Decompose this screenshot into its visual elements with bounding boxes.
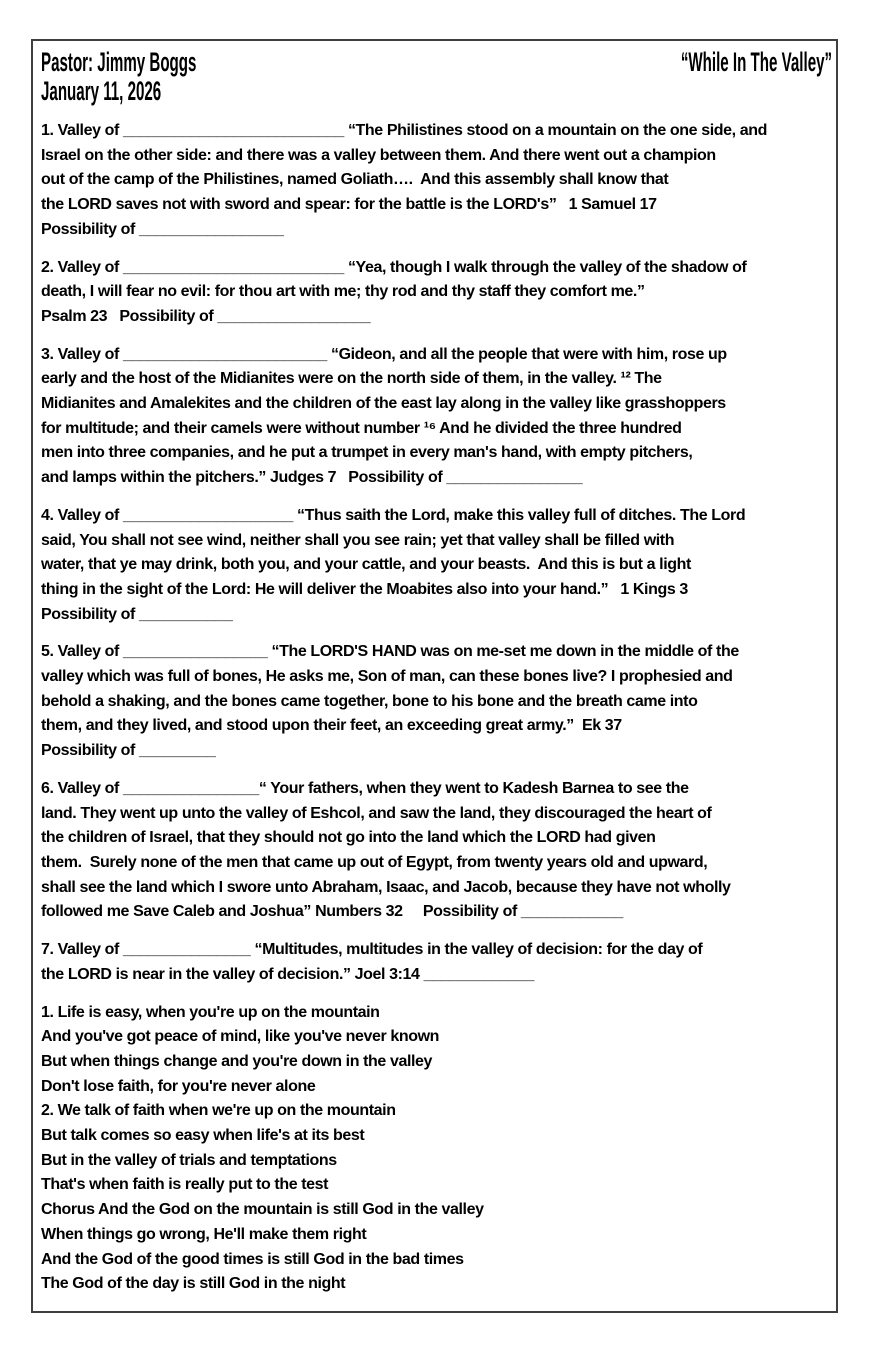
text-line: land. They went up unto the valley of Eshcol, and saw the land, they discouraged the heart of: [41, 804, 712, 822]
text-line: water, that ye may drink, both you, and your cattle, and your beasts. And this is but a light: [41, 556, 691, 574]
item-4: [41, 504, 832, 628]
item-3: [41, 343, 832, 491]
text-line: 5. Valley of _________________ “The LORD'S HAND was on me-set me down in the middle of the: [41, 643, 739, 661]
text-line: for multitude; and their camels were without number ¹⁶ And he divided the three hundred: [41, 419, 682, 437]
text-line: them, and they lived, and stood upon their feet, an exceeding great army.” Ek 37: [41, 717, 622, 735]
text-line: And you've got peace of mind, like you've never known: [41, 1028, 440, 1046]
text-line: out of the camp of the Philistines, named Goliath…. And this assembly shall know that: [41, 171, 669, 189]
text-line: followed me Save Caleb and Joshua” Numbers 32 Possibility of ____________: [41, 903, 623, 921]
document-body: [41, 119, 832, 1297]
item-2: [41, 256, 832, 330]
text-line: men into three companies, and he put a trumpet in every man's hand, with empty pitchers,: [41, 444, 693, 462]
text-line: Midianites and Amalekites and the children of the east lay along in the valley like grasshoppers: [41, 395, 726, 413]
text-line: 1. Valley of __________________________ “The Philistines stood on a mountain on the one side, and: [41, 122, 767, 139]
text-line: 7. Valley of _______________ “Multitudes, multitudes in the valley of decision: for the day of: [41, 941, 703, 959]
sermon-date: January 11, 2026: [41, 76, 162, 106]
text-line: behold a shaking, and the bones came together, bone to his bone and the breath came into: [41, 692, 698, 710]
text-line: said, You shall not see wind, neither shall you see rain; yet that valley shall be filled with: [41, 531, 675, 549]
text-line: shall see the land which I swore unto Abraham, Isaac, and Jacob, because they have not wholly: [41, 878, 731, 896]
text-line: Don't lose faith, for you're never alone: [41, 1077, 316, 1095]
text-line: the LORD saves not with sword and spear: for the battle is the LORD's” 1 Samuel 17: [41, 196, 657, 214]
text-line: But talk comes so easy when life's at its best: [41, 1127, 365, 1145]
item-1: [41, 119, 832, 243]
text-line: 6. Valley of ________________“ Your fathers, when they went to Kadesh Barnea to see the: [41, 779, 689, 797]
text-line: But in the valley of trials and temptations: [41, 1151, 337, 1169]
text-line: 4. Valley of ____________________ “Thus saith the Lord, make this valley full of ditches. The Lord: [41, 506, 746, 524]
text-line: When things go wrong, He'll make them right: [41, 1225, 367, 1243]
text-line: Psalm 23 Possibility of __________________: [41, 307, 371, 325]
text-line: That's when faith is really put to the test: [41, 1176, 329, 1194]
text-line: But when things change and you're down in the valley: [41, 1052, 433, 1070]
text-line: Possibility of _________: [41, 742, 216, 760]
text-line: Possibility of ___________: [41, 605, 233, 623]
text-line: Possibility of _________________: [41, 220, 284, 238]
text-line: them. Surely none of the men that came up out of Egypt, from twenty years old and upward,: [41, 853, 708, 871]
text-line: the children of Israel, that they should not go into the land which the LORD had given: [41, 829, 656, 847]
sermon-title: “While In The Valley”: [680, 47, 832, 77]
text-line: death, I will fear no evil: for thou art with me; thy rod and thy staff they comfort me.”: [41, 283, 645, 301]
text-line: early and the host of the Midianites were on the north side of them, in the valley. ¹² The: [41, 370, 662, 388]
text-line: and lamps within the pitchers.” Judges 7 Possibility of ________________: [41, 469, 583, 487]
text-line: 3. Valley of ________________________ “Gideon, and all the people that were with him, rose up: [41, 345, 727, 363]
text-line: thing in the sight of the Lord: He will deliver the Moabites also into your hand.” 1 Kings 3: [41, 580, 688, 598]
text-line: Israel on the other side: and there was a valley between them. And there went out a champion: [41, 146, 716, 164]
document-header: [41, 48, 832, 106]
item-6: [41, 777, 832, 925]
text-line: valley which was full of bones, He asks me, Son of man, can these bones live? I prophesied and: [41, 668, 733, 686]
text-line: the LORD is near in the valley of decision.” Joel 3:14 _____________: [41, 965, 535, 983]
text-line: Chorus And the God on the mountain is still God in the valley: [41, 1201, 484, 1219]
item-5: [41, 640, 832, 764]
text-line: 2. We talk of faith when we're up on the mountain: [41, 1102, 396, 1120]
header-left-block: [41, 48, 319, 106]
song-lyrics: [41, 1001, 832, 1297]
pastor-name: Pastor: Jimmy Boggs: [41, 47, 197, 77]
text-line: 2. Valley of __________________________ “Yea, though I walk through the valley of the shadow of: [41, 258, 747, 276]
text-line: And the God of the good times is still God in the bad times: [41, 1250, 464, 1268]
text-line: 1. Life is easy, when you're up on the mountain: [41, 1003, 380, 1021]
document-page: [31, 39, 838, 1313]
header-right-block: [562, 48, 832, 77]
item-7: [41, 938, 832, 987]
text-line: The God of the day is still God in the night: [41, 1275, 346, 1293]
